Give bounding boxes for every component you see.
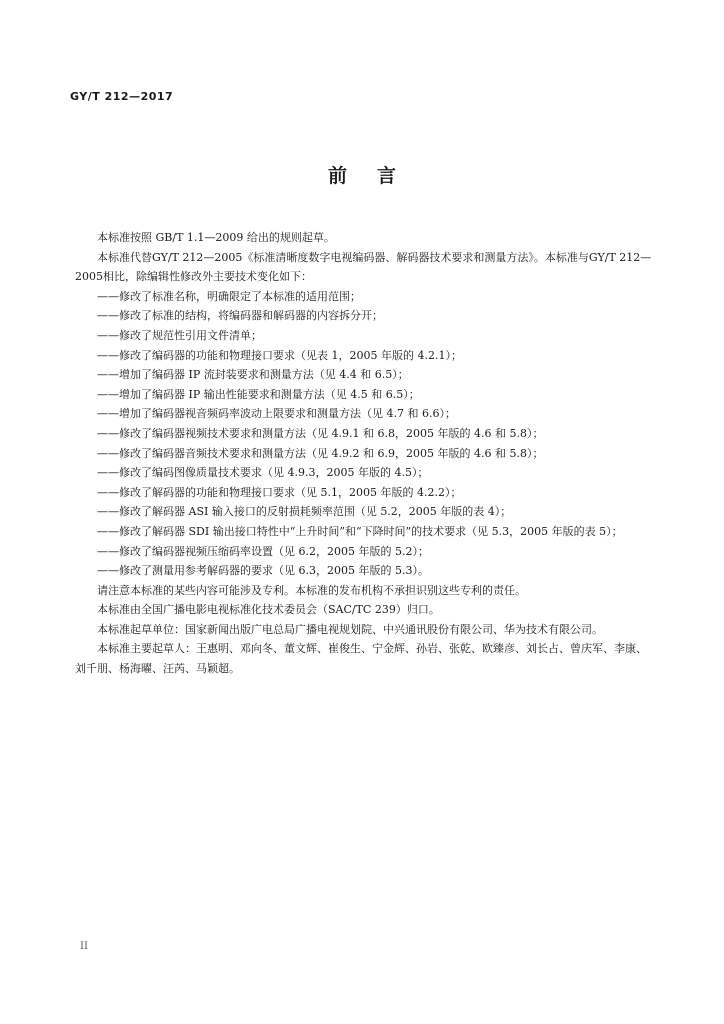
intro-paragraph: 本标准代替GY/T 212—2005《标准清晰度数字电视编码器、解码器技术要求和测量方法》。本标准与GY/T 212—2005相比，除编辑性修改外主要技术变化如下： [75,250,652,284]
list-item: ——增加了编码器视音频码率波动上限要求和测量方法（见 4.7 和 6.6）； [97,407,456,421]
standard-code: GY/T 212—2017 [70,90,174,103]
drafters: 本标准主要起草人：王惠明、邓向冬、董文辉、崔俊生、宁金辉、孙岩、张乾、欧臻彦、刘长占、曾庆军、李康、刘千朋、杨海曜、汪芮、马颖超。 [75,642,647,676]
list-item: ——修改了编码图像质量技术要求（见 4.9.3，2005 年版的 4.5）； [97,466,429,480]
foreword-body [75,228,653,679]
committee-paragraph: 本标准由全国广播电影电视标准化技术委员会（SAC/TC 239）归口。 [97,603,440,617]
list-item: ——增加了编码器 IP 输出性能要求和测量方法（见 4.5 和 6.5）； [97,387,420,401]
list-item: ——修改了标准名称，明确限定了本标准的适用范围； [97,289,361,303]
list-item: ——修改了标准的结构，将编码器和解码器的内容拆分开； [97,309,383,323]
list-item: ——增加了编码器 IP 流封装要求和测量方法（见 4.4 和 6.5）； [97,368,409,382]
patent-notice: 请注意本标准的某些内容可能涉及专利。本标准的发布机构不承担识别这些专利的责任。 [97,583,526,597]
list-item: ——修改了解码器 ASI 输入接口的反射损耗频率范围（见 5.2，2005 年版的表 4）； [97,505,512,519]
list-item: ——修改了编码器视频技术要求和测量方法（见 4.9.1 和 6.8，2005 年版的 4.6 和 5.8）； [97,426,544,440]
list-item: ——修改了规范性引用文件清单； [97,328,262,342]
intro-paragraph: 本标准按照 GB/T 1.1—2009 给出的规则起草。 [97,231,335,244]
list-item: ——修改了解码器的功能和物理接口要求（见 5.1，2005 年版的 4.2.2）； [97,485,462,499]
list-item: ——修改了解码器 SDI 输出接口特性中“上升时间”和“下降时间”的技术要求（见 5.3，2005 年版的表 5）； [97,524,623,538]
list-item: ——修改了编码器音频技术要求和测量方法（见 4.9.2 和 6.9，2005 年版的 4.6 和 5.8）； [97,446,544,460]
list-item: ——修改了编码器视频压缩码率设置（见 6.2，2005 年版的 5.2）； [97,544,429,558]
change-list [75,287,653,581]
list-item: ——修改了编码器的功能和物理接口要求（见表 1，2005 年版的 4.2.1）； [97,348,462,362]
list-item: ——修改了测量用参考解码器的要求（见 6.3，2005 年版的 5.3）。 [97,564,429,578]
page-number: II [80,941,88,952]
page-title: 前言 [327,165,426,187]
drafting-units: 本标准起草单位：国家新闻出版广电总局广播电视规划院、中兴通讯股份有限公司、华为技术有限公司。 [97,622,603,636]
